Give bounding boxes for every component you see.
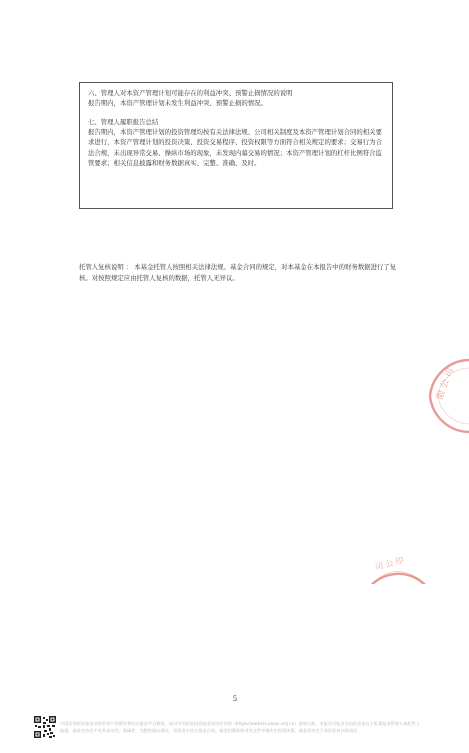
section7-title: 七、管理人履职报告总结 [88, 117, 159, 126]
company-seal-top [418, 356, 469, 434]
section7-body: 报告期内，本资产管理计划的投资管理均按有关法律法规、公司相关制度及本资产管理计划合同的相关要求进行，本资产管理计划的投资决策、投资交易程序、投资权限等方面符合相关规定的要求；交易行为合法合规，未出现异常交易、操纵市场的现象，未发现内幕交易的情况；本资产管理计划的杠杆比例符合监管要求；相关信息披露和财务数据真实、完整、准确、及时。 [88, 127, 382, 168]
page-number: 5 [232, 695, 238, 703]
footer-line-2: 披露，基金业协会不对其真实性、准确性、完整性做出保证。投资者应结合基金合同、基金招募说明书等文件审慎作出投资决策，基金业协会不承担任何法律责任。 [60, 728, 362, 733]
qr-code-icon [34, 716, 56, 738]
seal1-text: 限 公 司 [435, 366, 457, 402]
custodian-review-note: 托管人复核说明 ： 本基金托管人按照相关法律法规、基金合同的规定，对本基金在本报告中的财务数据进行了复核。对按照规定应由托管人复核的数据，托管人无异议。 [79, 263, 397, 282]
company-seal-bottom [362, 536, 432, 584]
seal2-text: 司 公 印 [374, 555, 405, 572]
section6-title: 六、管理人对本资产管理计划可能存在的利益冲突、预警止损情况的说明 [88, 89, 293, 97]
report-summary-box [79, 82, 393, 209]
footer-line-1: 中国证券投资基金业协会资产管理业务综合报送平台数据，请以中国证券投资基金业协会官网（https://ambers.amac.org.cn）查询为准，本报告可能涉及的信息来自于私募基金管理人或托管人 [60, 721, 420, 726]
section6-body: 报告期内，本资产管理计划未发生利益冲突、预警止损的情况。 [88, 99, 267, 107]
footer-disclaimer [60, 720, 458, 734]
